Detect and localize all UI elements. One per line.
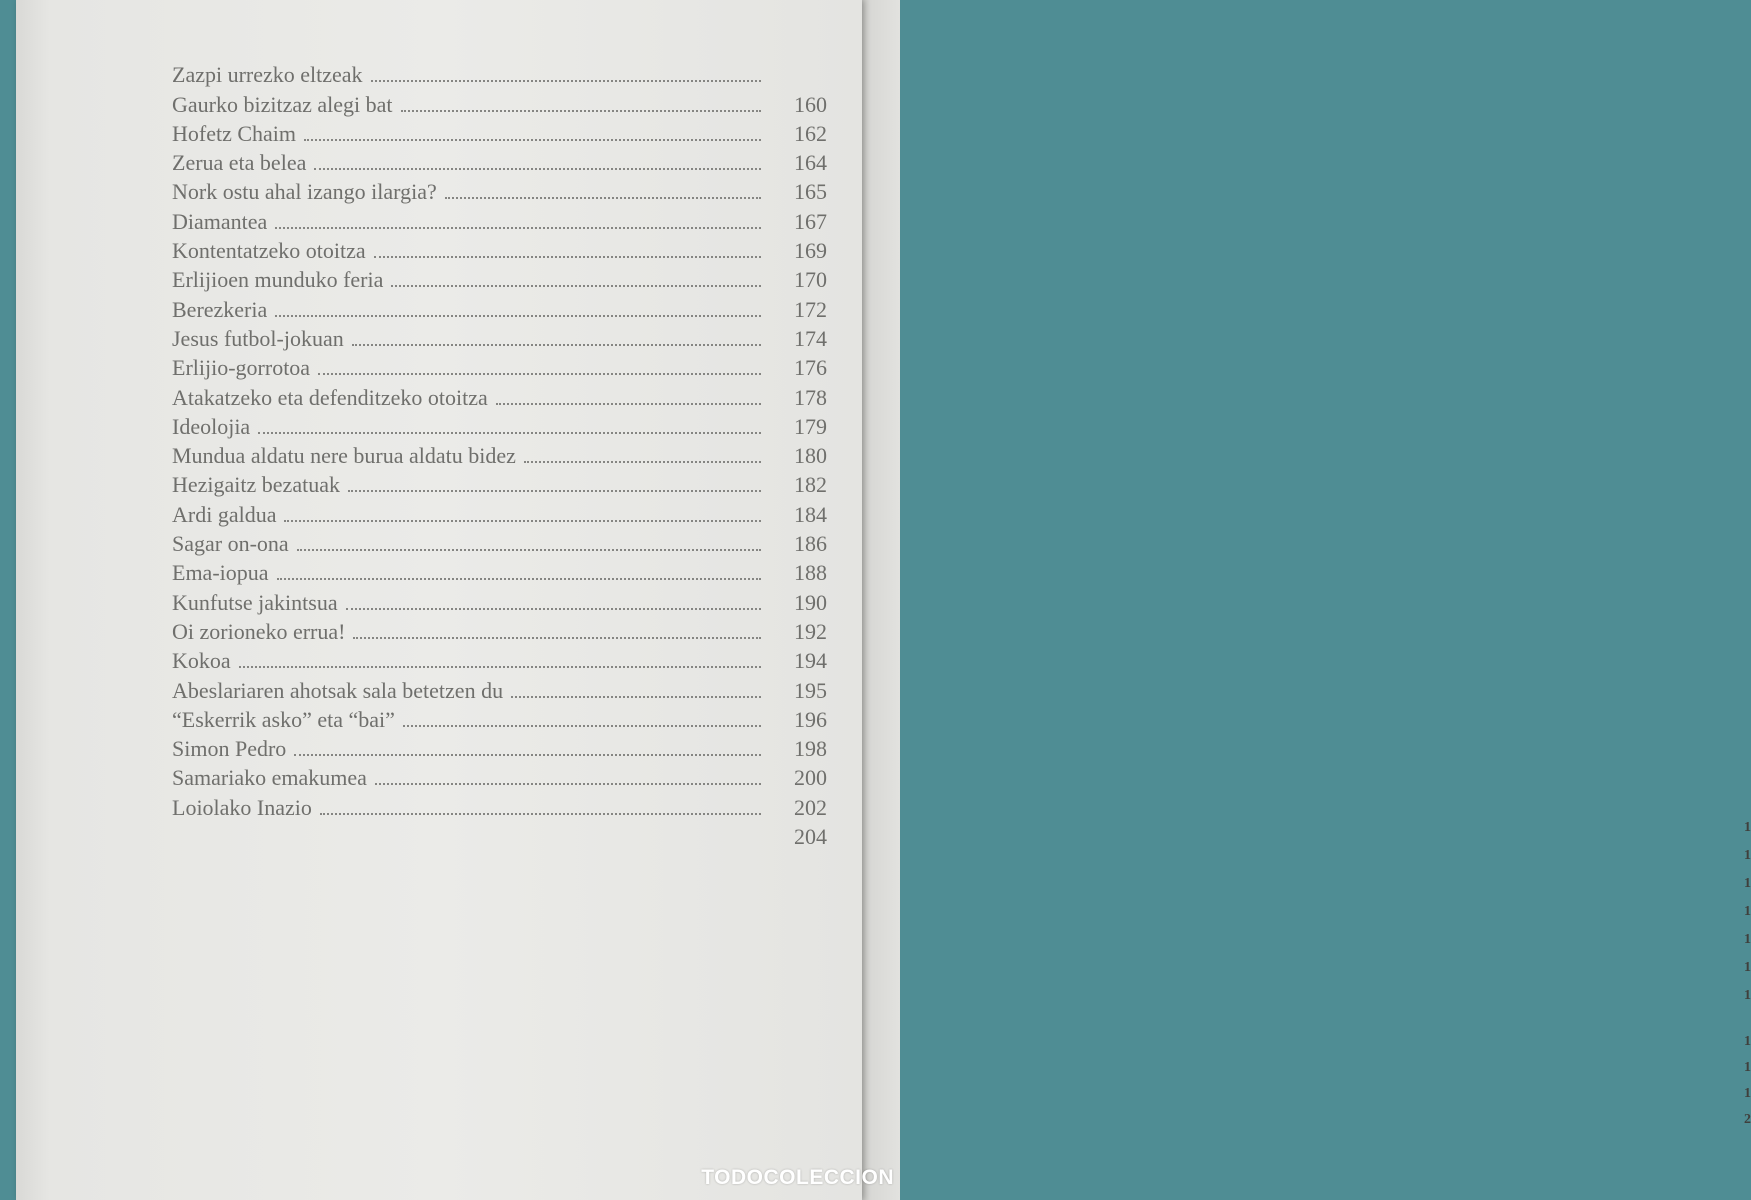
- toc-dot-leader: [294, 754, 761, 756]
- toc-entry-title: Kontentatzeko otoitza: [172, 238, 366, 264]
- toc-entry-page-number: 182: [794, 472, 827, 498]
- toc-entry-title: Nork ostu ahal izango ilargia?: [172, 179, 437, 205]
- toc-entry-title: Ideolojia: [172, 413, 251, 439]
- toc-entry-title: Abeslariaren ahotsak sala betetzen du: [172, 677, 504, 703]
- toc-dot-leader: [524, 461, 761, 463]
- toc-entry-page-number: 188: [794, 560, 827, 586]
- toc-entry-page-number: 180: [794, 443, 827, 469]
- toc-entry: [172, 790, 827, 819]
- toc-entry-page-number: 167: [794, 208, 827, 234]
- toc-entry: [172, 585, 827, 614]
- toc-dot-leader: [374, 256, 761, 258]
- toc-entry-title: Mundua aldatu nere burua aldatu bidez: [172, 443, 516, 469]
- toc-dot-leader: [352, 344, 761, 346]
- toc-entry: [172, 351, 827, 380]
- toc-entry: [172, 292, 827, 321]
- toc-entry: [172, 761, 827, 790]
- toc-entry-title: Gaurko bizitzaz alegi bat: [172, 91, 393, 117]
- toc-entry: [172, 146, 827, 175]
- toc-dot-leader: [318, 373, 761, 375]
- toc-dot-leader: [277, 578, 761, 580]
- toc-entry-title: Loiolako Inazio: [172, 794, 312, 820]
- toc-entry-page-number: 190: [794, 589, 827, 615]
- toc-entry-title: Sagar on-ona: [172, 531, 289, 557]
- next-page-number: 1: [1744, 848, 1751, 863]
- toc-dot-leader: [284, 520, 761, 522]
- next-page-number: 2: [1744, 1112, 1751, 1127]
- next-page-number: 1: [1744, 960, 1751, 975]
- toc-entry-title: Kunfutse jakintsua: [172, 589, 338, 615]
- toc-dot-leader: [304, 139, 761, 141]
- toc-entry-title: Simon Pedro: [172, 736, 287, 762]
- toc-entry-title: Erlijioen munduko feria: [172, 267, 384, 293]
- toc-entry-page-number: 198: [794, 736, 827, 762]
- toc-entry-title: Zazpi urrezko eltzeak: [172, 62, 363, 88]
- toc-entry: [172, 497, 827, 526]
- toc-dot-leader: [401, 110, 761, 112]
- toc-entry: [172, 410, 827, 439]
- toc-entry-page-number: 195: [794, 677, 827, 703]
- toc-entry-page-number: 172: [794, 296, 827, 322]
- toc-entry-page-number: 174: [794, 325, 827, 351]
- toc-dot-leader: [445, 197, 761, 199]
- next-page-number: 1: [1744, 1034, 1751, 1049]
- toc-entry-page-number: 186: [794, 531, 827, 557]
- toc-dot-leader: [275, 227, 761, 229]
- toc-entry-title: Hezigaitz bezatuak: [172, 472, 340, 498]
- toc-entry: [172, 556, 827, 585]
- toc-dot-leader: [346, 608, 761, 610]
- toc-dot-leader: [239, 666, 761, 668]
- next-page-number: 1: [1744, 876, 1751, 891]
- next-page-number: 1: [1744, 932, 1751, 947]
- toc-entry: [172, 468, 827, 497]
- watermark: TODOCOLECCION: [701, 1166, 894, 1189]
- toc-entry-title: Diamantea: [172, 208, 268, 234]
- toc-entry: [172, 175, 827, 204]
- toc-dot-leader: [258, 432, 761, 434]
- toc-entry-title: Berezkeria: [172, 296, 268, 322]
- toc-dot-leader: [375, 783, 761, 785]
- toc-entry: [172, 820, 827, 849]
- toc-dot-leader: [353, 637, 761, 639]
- toc-dot-leader: [371, 80, 761, 82]
- toc-entry-page-number: 164: [794, 150, 827, 176]
- toc-entry-page-number: 200: [794, 765, 827, 791]
- table-of-contents: [172, 58, 827, 849]
- toc-entry-page-number: 204: [794, 824, 827, 850]
- toc-dot-leader: [297, 549, 761, 551]
- toc-dot-leader: [320, 813, 761, 815]
- toc-entry: [172, 527, 827, 556]
- toc-entry: [172, 234, 827, 263]
- toc-entry-title: “Eskerrik asko” eta “bai”: [172, 706, 395, 732]
- toc-entry: [172, 87, 827, 116]
- toc-entry-page-number: 196: [794, 706, 827, 732]
- toc-entry-title: Kokoa: [172, 648, 231, 674]
- toc-entry-page-number: 160: [794, 91, 827, 117]
- toc-entry: [172, 732, 827, 761]
- toc-entry-title: Hofetz Chaim: [172, 120, 297, 146]
- next-page-number: 1: [1744, 1086, 1751, 1101]
- toc-entry-title: Samariako emakumea: [172, 765, 367, 791]
- toc-entry: [172, 673, 827, 702]
- next-page-edge: [858, 0, 1751, 1200]
- toc-entry-title: Ema-iopua: [172, 560, 269, 586]
- toc-dot-leader: [496, 403, 761, 405]
- toc-entry-page-number: 165: [794, 179, 827, 205]
- toc-entry-page-number: 178: [794, 384, 827, 410]
- toc-entry: [172, 380, 827, 409]
- next-page-number: 1: [1744, 820, 1751, 835]
- toc-entry: [172, 263, 827, 292]
- toc-entry: [172, 644, 827, 673]
- toc-entry-page-number: 192: [794, 618, 827, 644]
- toc-dot-leader: [275, 315, 761, 317]
- toc-entry-page-number: 169: [794, 238, 827, 264]
- toc-entry-title: Oi zorioneko errua!: [172, 618, 346, 644]
- toc-entry-page-number: 202: [794, 794, 827, 820]
- toc-dot-leader: [511, 696, 761, 698]
- toc-entry-title: Ardi galdua: [172, 501, 277, 527]
- toc-entry: [172, 204, 827, 233]
- toc-dot-leader: [391, 285, 761, 287]
- toc-dot-leader: [314, 168, 761, 170]
- toc-entry-title: Jesus futbol-jokuan: [172, 325, 344, 351]
- toc-entry: [172, 439, 827, 468]
- toc-entry: [172, 58, 827, 87]
- toc-entry-title: Zerua eta belea: [172, 150, 307, 176]
- toc-entry: [172, 322, 827, 351]
- toc-entry-title: Atakatzeko eta defenditzeko otoitza: [172, 384, 488, 410]
- toc-entry-page-number: 162: [794, 120, 827, 146]
- toc-entry-title: Erlijio-gorrotoa: [172, 355, 311, 381]
- toc-dot-leader: [348, 490, 761, 492]
- toc-entry: [172, 703, 827, 732]
- next-page-number: 1: [1744, 904, 1751, 919]
- toc-entry-page-number: 176: [794, 355, 827, 381]
- next-page-number: 1: [1744, 1060, 1751, 1075]
- toc-entry-page-number: 194: [794, 648, 827, 674]
- toc-entry-page-number: 179: [794, 413, 827, 439]
- toc-dot-leader: [403, 725, 761, 727]
- next-page-number: 1: [1744, 988, 1751, 1003]
- toc-entry: [172, 615, 827, 644]
- toc-entry: [172, 117, 827, 146]
- toc-entry-page-number: 170: [794, 267, 827, 293]
- toc-entry-page-number: 184: [794, 501, 827, 527]
